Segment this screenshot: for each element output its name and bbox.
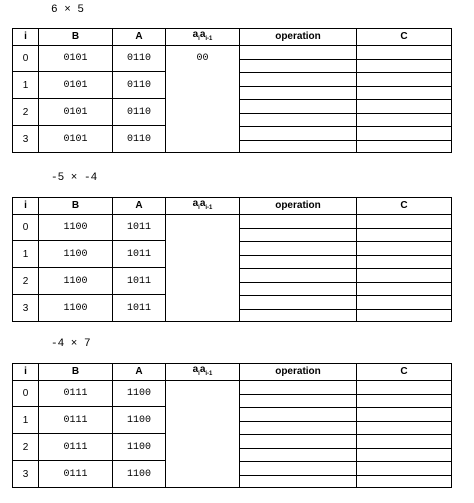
table-1-label: 6 × 5	[51, 4, 85, 16]
header-a: A	[113, 364, 166, 381]
cell-a: 0110	[113, 46, 166, 72]
table-header-row	[13, 29, 452, 46]
cell-ai-ai-1	[166, 46, 240, 153]
cell-i: 2	[13, 268, 39, 295]
cell-a: 1100	[113, 461, 166, 488]
cell-b: 1100	[39, 295, 113, 322]
header-ai-ai-1	[166, 364, 240, 381]
cell-ai-ai-1-value: 00	[196, 53, 209, 64]
cell-i: 1	[13, 407, 39, 434]
header-b: B	[39, 198, 113, 215]
header-operation: operation	[240, 364, 357, 381]
cell-a: 1100	[113, 434, 166, 461]
cell-b: 0111	[39, 434, 113, 461]
header-b: B	[39, 364, 113, 381]
cell-b: 0111	[39, 461, 113, 488]
table-header-row	[13, 364, 452, 381]
cell-i: 2	[13, 99, 39, 126]
table-1	[12, 28, 452, 153]
cell-b: 0101	[39, 99, 113, 126]
table-row	[13, 46, 452, 72]
header-a: A	[113, 29, 166, 46]
header-ai-ai-1-text: $a_ia_{i-1}$	[192, 364, 213, 377]
cell-a: 1011	[113, 215, 166, 241]
cell-a: 1011	[113, 268, 166, 295]
cell-a: 0110	[113, 126, 166, 153]
cell-a: 0110	[113, 72, 166, 99]
header-i: i	[13, 364, 39, 381]
header-ai-ai-1-text: $a_ia_{i-1}$	[192, 198, 213, 211]
cell-b: 0111	[39, 407, 113, 434]
cell-a: 1011	[113, 295, 166, 322]
cell-b: 0101	[39, 46, 113, 72]
cell-b: 1100	[39, 241, 113, 268]
c-cell[interactable]	[357, 46, 452, 153]
cell-i: 1	[13, 241, 39, 268]
cell-a: 1100	[113, 381, 166, 407]
header-c: C	[357, 198, 452, 215]
header-ai-ai-1	[166, 198, 240, 215]
operation-cell[interactable]	[240, 381, 357, 488]
header-c: C	[357, 29, 452, 46]
header-c: C	[357, 364, 452, 381]
table-row	[13, 215, 452, 241]
cell-ai-ai-1	[166, 381, 240, 488]
cell-a: 1100	[113, 407, 166, 434]
cell-i: 1	[13, 72, 39, 99]
cell-i: 0	[13, 381, 39, 407]
table-2-label: -5 × -4	[51, 172, 98, 184]
table-3-label: -4 × 7	[51, 338, 91, 350]
c-cell[interactable]	[357, 381, 452, 488]
cell-i: 0	[13, 46, 39, 72]
header-operation: operation	[240, 29, 357, 46]
cell-i: 2	[13, 434, 39, 461]
cell-b: 0101	[39, 72, 113, 99]
cell-i: 3	[13, 461, 39, 488]
table-header-row	[13, 198, 452, 215]
cell-i: 3	[13, 295, 39, 322]
header-b: B	[39, 29, 113, 46]
cell-i: 0	[13, 215, 39, 241]
cell-ai-ai-1	[166, 215, 240, 322]
header-a: A	[113, 198, 166, 215]
table-2	[12, 197, 452, 322]
table-row	[13, 381, 452, 407]
cell-b: 1100	[39, 268, 113, 295]
cell-b: 0101	[39, 126, 113, 153]
cell-a: 1011	[113, 241, 166, 268]
operation-cell[interactable]	[240, 46, 357, 153]
operation-cell[interactable]	[240, 215, 357, 322]
header-ai-ai-1-text: $a_ia_{i-1}$	[192, 29, 213, 42]
header-i: i	[13, 29, 39, 46]
cell-b: 0111	[39, 381, 113, 407]
cell-a: 0110	[113, 99, 166, 126]
c-cell[interactable]	[357, 215, 452, 322]
cell-b: 1100	[39, 215, 113, 241]
header-i: i	[13, 198, 39, 215]
cell-i: 3	[13, 126, 39, 153]
header-ai-ai-1	[166, 29, 240, 46]
table-3	[12, 363, 452, 488]
header-operation: operation	[240, 198, 357, 215]
